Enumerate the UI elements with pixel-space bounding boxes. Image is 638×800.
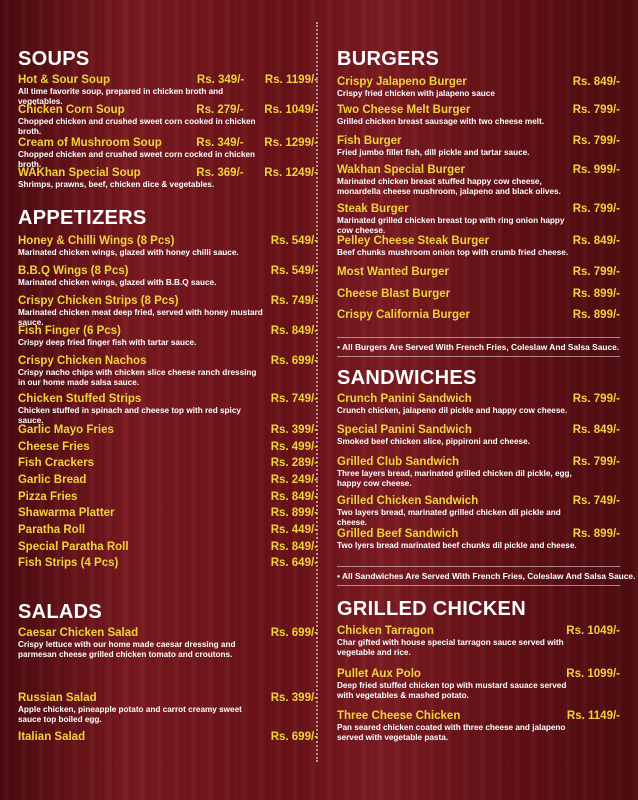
menu-item-name: Crispy California Burger xyxy=(337,309,470,321)
menu-item-name: Italian Salad xyxy=(18,731,86,743)
section-title-sandwiches: SANDWICHES xyxy=(337,367,477,389)
menu-item-prices xyxy=(271,524,318,536)
menu-item-prices xyxy=(573,456,620,468)
menu-item-name: Pizza Fries xyxy=(18,491,78,503)
menu-item-prices xyxy=(573,424,620,436)
menu-item-name: Honey & Chilli Wings (8 Pcs) xyxy=(18,235,175,247)
menu-item-prices xyxy=(271,355,318,367)
menu-item-price-large: Rs. 1249/- xyxy=(264,167,318,179)
menu-item-price: Rs. 849/- xyxy=(270,541,318,553)
menu-item-prices xyxy=(573,235,620,247)
menu-item-price: Rs. 799/- xyxy=(572,393,620,405)
menu-item-prices xyxy=(196,167,318,179)
menu-item xyxy=(337,288,620,300)
menu-item xyxy=(18,167,318,190)
menu-item-prices xyxy=(573,288,620,300)
menu-item-row xyxy=(337,266,620,278)
menu-item-row xyxy=(337,625,620,637)
menu-item-name: Garlic Bread xyxy=(18,474,87,486)
menu-item-prices xyxy=(271,491,318,503)
menu-item xyxy=(337,309,620,321)
menu-item-description: Crispy lettuce with our home made caesar dressing and parmesan cheese grilled chicken tomato and croutons. xyxy=(18,640,236,659)
menu-item xyxy=(337,104,620,127)
menu-item-name: Most Wanted Burger xyxy=(337,266,450,278)
menu-item xyxy=(337,135,620,158)
menu-item-row xyxy=(337,456,620,468)
menu-item-name: Steak Burger xyxy=(337,203,409,215)
menu-item-row xyxy=(337,203,620,215)
menu-item-name: Fish Burger xyxy=(337,135,402,147)
menu-item-row xyxy=(337,424,620,436)
sandwiches-note: • All Sandwiches Are Served With French Fries, Coleslaw And Salsa Sauce. xyxy=(337,566,620,586)
menu-item-prices xyxy=(566,625,620,637)
menu-item-row xyxy=(18,104,318,116)
menu-item-row xyxy=(18,457,318,469)
menu-item-name: B.B.Q Wings (8 Pcs) xyxy=(18,265,129,277)
menu-item-name: Grilled Club Sandwich xyxy=(337,456,460,468)
menu-item-name: Paratha Roll xyxy=(18,524,86,536)
menu-item-row xyxy=(337,528,620,540)
menu-item-price-small: Rs. 279/- xyxy=(196,104,244,116)
menu-item-price-large: Rs. 1299/- xyxy=(264,137,318,149)
menu-item-description: Crunch chicken, jalapeno dil pickle and happy cow cheese. xyxy=(337,406,568,415)
menu-item-prices xyxy=(271,507,318,519)
menu-item-price-small: Rs. 349/- xyxy=(196,137,244,149)
menu-item-description: Smoked beef chicken slice, pippironi and cheese. xyxy=(337,437,530,446)
menu-item-prices xyxy=(271,393,318,405)
menu-item-price: Rs. 899/- xyxy=(270,507,318,519)
menu-item-name: Pelley Cheese Steak Burger xyxy=(337,235,490,247)
menu-item-row xyxy=(18,295,318,307)
section-title-appetizers: APPETIZERS xyxy=(18,207,147,229)
menu-item-row xyxy=(337,135,620,147)
menu-item-name: Chicken Tarragon xyxy=(337,625,434,637)
menu-item-prices xyxy=(271,731,318,743)
menu-item-name: Crispy Chicken Nachos xyxy=(18,355,147,367)
menu-item xyxy=(18,424,318,436)
menu-item xyxy=(337,164,620,196)
menu-item-row xyxy=(18,491,318,503)
menu-item-price: Rs. 699/- xyxy=(270,355,318,367)
menu-item xyxy=(18,441,318,453)
menu-item-name: Pullet Aux Polo xyxy=(337,668,421,680)
menu-item-price: Rs. 799/- xyxy=(572,203,620,215)
menu-item-prices xyxy=(573,266,620,278)
menu-item-row xyxy=(337,104,620,116)
menu-item xyxy=(337,203,620,235)
menu-item-name: Grilled Beef Sandwich xyxy=(337,528,459,540)
menu-item-prices xyxy=(573,135,620,147)
menu-item-price: Rs. 549/- xyxy=(270,235,318,247)
menu-item-name: Grilled Chicken Sandwich xyxy=(337,495,479,507)
menu-item-description: All time favorite soup, prepared in chicken broth and vegetables. xyxy=(18,87,224,106)
menu-item-row xyxy=(18,167,318,179)
menu-item-price: Rs. 899/- xyxy=(572,309,620,321)
menu-item-price-large: Rs. 1199/- xyxy=(264,74,318,86)
burgers-note: • All Burgers Are Served With French Fries, Coleslaw And Salsa Sauce. xyxy=(337,337,620,357)
menu-item-description: Pan seared chicken coated with three cheese and jalapeno served with vegetable pasta. xyxy=(337,723,566,742)
menu-item-row xyxy=(18,541,318,553)
menu-item-price: Rs. 899/- xyxy=(572,528,620,540)
menu-item-price: Rs. 399/- xyxy=(270,424,318,436)
menu-item xyxy=(18,524,318,536)
menu-item-prices xyxy=(271,295,318,307)
menu-item xyxy=(18,491,318,503)
menu-item-description: Crispy nacho chips with chicken slice cheese ranch dressing in our home made salsa sauce. xyxy=(18,368,257,387)
menu-item xyxy=(18,474,318,486)
menu-item-description: Chopped chicken and crushed sweet corn cooked in chicken broth. xyxy=(18,117,256,136)
menu-item-description: Three layers bread, marinated grilled chicken dil pickle, egg, happy cow cheese. xyxy=(337,469,572,488)
menu-item-description: Shrimps, prawns, beef, chicken dice & vegetables. xyxy=(18,180,215,189)
menu-item-prices xyxy=(271,457,318,469)
menu-item-row xyxy=(18,524,318,536)
menu-item-prices xyxy=(271,557,318,569)
menu-item-row xyxy=(337,495,620,507)
menu-item-price: Rs. 499/- xyxy=(270,441,318,453)
menu-item-description: Deep fried stuffed chicken top with mustard sauace served with vegetables & mashed potato. xyxy=(337,681,567,700)
menu-item-price: Rs. 799/- xyxy=(572,456,620,468)
menu-item xyxy=(18,104,318,136)
menu-item xyxy=(337,235,620,258)
menu-item-price: Rs. 699/- xyxy=(270,627,318,639)
menu-item-prices xyxy=(271,692,318,704)
menu-item xyxy=(18,507,318,519)
menu-item-price: Rs. 289/- xyxy=(270,457,318,469)
menu-item-price: Rs. 849/- xyxy=(270,325,318,337)
menu-item-name: Chicken Stuffed Strips xyxy=(18,393,142,405)
menu-item-prices xyxy=(196,137,318,149)
menu-item-price: Rs. 849/- xyxy=(270,491,318,503)
menu-item-name: Three Cheese Chicken xyxy=(337,710,461,722)
menu-item-row xyxy=(18,393,318,405)
menu-item xyxy=(18,731,318,743)
menu-item-prices xyxy=(573,76,620,88)
menu-item-description: Marinated chicken meat deep fried, served with honey mustard sauce. xyxy=(18,308,263,327)
menu-item-prices xyxy=(271,424,318,436)
menu-item-name: Fish Crackers xyxy=(18,457,95,469)
menu-item-price: Rs. 399/- xyxy=(270,692,318,704)
menu-item-price-small: Rs. 369/- xyxy=(196,167,244,179)
menu-item-price: Rs. 1099/- xyxy=(566,668,620,680)
menu-item-row xyxy=(18,557,318,569)
menu-item-price-large: Rs. 1049/- xyxy=(264,104,318,116)
menu-item xyxy=(18,295,318,327)
section-title-grilled-chicken: GRILLED CHICKEN xyxy=(337,598,526,620)
menu-item-prices xyxy=(566,668,620,680)
menu-item-row xyxy=(18,74,318,86)
menu-item xyxy=(337,495,620,527)
menu-item-name: Fish Strips (4 Pcs) xyxy=(18,557,119,569)
menu-item-price: Rs. 1149/- xyxy=(566,710,620,722)
menu-item-description: Crispy fried chicken with jalapeno sauce xyxy=(337,89,495,98)
menu-item-prices xyxy=(197,74,318,86)
menu-item-prices xyxy=(567,710,620,722)
menu-item-description: Marinated chicken wings, glazed with honey chilli sauce. xyxy=(18,248,239,257)
menu-item xyxy=(18,355,318,387)
menu-item-row xyxy=(18,265,318,277)
menu-item-name: Hot & Sour Soup xyxy=(18,74,110,86)
menu-item-price: Rs. 849/- xyxy=(572,235,620,247)
menu-item-name: Cheese Fries xyxy=(18,441,90,453)
menu-item-row xyxy=(18,235,318,247)
menu-item xyxy=(337,710,620,742)
menu-item-row xyxy=(18,731,318,743)
menu-item-price: Rs. 699/- xyxy=(270,731,318,743)
menu-item-prices xyxy=(271,541,318,553)
menu-item-prices xyxy=(573,309,620,321)
menu-item-price: Rs. 549/- xyxy=(270,265,318,277)
menu-item-prices xyxy=(573,495,620,507)
menu-item-description: Chopped chicken and crushed sweet corn cocked in chicken broth. xyxy=(18,150,256,169)
menu-item-name: Special Paratha Roll xyxy=(18,541,129,553)
menu-item-row xyxy=(18,355,318,367)
menu-item-name: Chicken Corn Soup xyxy=(18,104,125,116)
menu-item-description: Grilled chicken breast sausage with two cheese melt. xyxy=(337,117,545,126)
menu-item-row xyxy=(337,288,620,300)
menu-item-prices xyxy=(573,393,620,405)
menu-item xyxy=(18,265,318,288)
menu-item xyxy=(337,668,620,700)
menu-item-price: Rs. 749/- xyxy=(572,495,620,507)
menu-item-description: Marinated grilled chicken breast top with ring onion happy cow cheese. xyxy=(337,216,565,235)
menu-item-row xyxy=(18,474,318,486)
menu-item xyxy=(337,393,620,416)
menu-item-description: Crispy deep fried finger fish with tartar sauce. xyxy=(18,338,197,347)
menu-item-row xyxy=(337,76,620,88)
menu-item xyxy=(337,625,620,657)
menu-item-price: Rs. 999/- xyxy=(572,164,620,176)
menu-item-description: Char gifted with house special tarragon sauce served with vegetable and rice. xyxy=(337,638,564,657)
menu-item-row xyxy=(18,325,318,337)
section-title-soups: SOUPS xyxy=(18,48,90,70)
menu-item-name: WAKhan Special Soup xyxy=(18,167,141,179)
menu-item xyxy=(18,541,318,553)
menu-item-price-small: Rs. 349/- xyxy=(196,74,245,86)
menu-item-name: Special Panini Sandwich xyxy=(337,424,472,436)
menu-item-price: Rs. 749/- xyxy=(270,295,318,307)
menu-item-row xyxy=(337,235,620,247)
menu-item-name: Caesar Chicken Salad xyxy=(18,627,139,639)
menu-item-name: Crispy Chicken Strips (8 Pcs) xyxy=(18,295,179,307)
menu-item-prices xyxy=(573,104,620,116)
menu-item-price: Rs. 899/- xyxy=(572,288,620,300)
menu-item xyxy=(18,457,318,469)
menu-item-prices xyxy=(573,203,620,215)
menu-item-name: Shawarma Platter xyxy=(18,507,115,519)
menu-item-price: Rs. 749/- xyxy=(270,393,318,405)
menu-item-description: Chicken stuffed in spinach and cheese top with red spicy sauce. xyxy=(18,406,241,425)
menu-item xyxy=(337,528,620,551)
menu-item-prices xyxy=(271,441,318,453)
menu-item-name: Fish Finger (6 Pcs) xyxy=(18,325,121,337)
menu-item-row xyxy=(18,507,318,519)
menu-item-price: Rs. 1049/- xyxy=(566,625,620,637)
menu-item-description: Fried jumbo fillet fish, dill pickle and tartar sauce. xyxy=(337,148,530,157)
menu-item xyxy=(337,456,620,488)
menu-item xyxy=(18,557,318,569)
menu-item xyxy=(337,424,620,447)
section-title-salads: SALADS xyxy=(18,601,103,623)
menu-item-description: Two layers bread, marinated grilled chicken dil pickle and cheese. xyxy=(337,508,561,527)
menu-item-description: Two lyers bread marinated beef chunks dil pickle and cheese. xyxy=(337,541,577,550)
menu-item-name: Cream of Mushroom Soup xyxy=(18,137,162,149)
menu-item xyxy=(18,235,318,258)
section-title-burgers: BURGERS xyxy=(337,48,440,70)
menu-item-name: Two Cheese Melt Burger xyxy=(337,104,471,116)
menu-item xyxy=(337,266,620,278)
menu-item-description: Marinated chicken wings, glazed with B.B.Q sauce. xyxy=(18,278,217,287)
menu-item-name: Crunch Panini Sandwich xyxy=(337,393,472,405)
menu-item-name: Wakhan Special Burger xyxy=(337,164,466,176)
menu-item-prices xyxy=(271,474,318,486)
menu-item-prices xyxy=(196,104,318,116)
menu-item-price: Rs. 649/- xyxy=(270,557,318,569)
menu-item xyxy=(18,393,318,425)
menu-item-name: Russian Salad xyxy=(18,692,97,704)
menu-item xyxy=(18,627,318,659)
menu-item-prices xyxy=(573,164,620,176)
menu-item-price: Rs. 449/- xyxy=(270,524,318,536)
menu-item-prices xyxy=(271,627,318,639)
menu-item-price: Rs. 849/- xyxy=(572,424,620,436)
menu-item xyxy=(18,692,318,724)
menu-item-description: Marinated chicken breast stuffed happy cow cheese, monardella cheese mushroom, jalapeno and black olives. xyxy=(337,177,561,196)
menu-item xyxy=(18,74,318,106)
menu-item-prices xyxy=(271,235,318,247)
menu-item-row xyxy=(337,309,620,321)
menu-item xyxy=(337,76,620,99)
menu-item-row xyxy=(18,627,318,639)
menu-item-description: Beef chunks mushroom onion top with crumb fried cheese. xyxy=(337,248,569,257)
menu-item-price: Rs. 799/- xyxy=(572,104,620,116)
menu-item-name: Crispy Jalapeno Burger xyxy=(337,76,467,88)
menu-item-row xyxy=(337,710,620,722)
menu-item-price: Rs. 799/- xyxy=(572,135,620,147)
menu-item-row xyxy=(337,164,620,176)
menu-item-row xyxy=(337,668,620,680)
menu-item-prices xyxy=(573,528,620,540)
menu-item-name: Garlic Mayo Fries xyxy=(18,424,114,436)
menu-item-row xyxy=(18,137,318,149)
menu-item-price: Rs. 799/- xyxy=(572,266,620,278)
menu-item-row xyxy=(18,692,318,704)
menu-item-row xyxy=(18,441,318,453)
menu-item-row xyxy=(337,393,620,405)
menu-item-prices xyxy=(271,265,318,277)
menu-item xyxy=(18,137,318,169)
menu-item-description: Apple chicken, pineapple potato and carrot creamy sweet sauce top boiled egg. xyxy=(18,705,242,724)
menu-item-price: Rs. 249/- xyxy=(270,474,318,486)
menu-item-name: Cheese Blast Burger xyxy=(337,288,451,300)
menu-item-prices xyxy=(271,325,318,337)
menu-item-price: Rs. 849/- xyxy=(572,76,620,88)
menu-item xyxy=(18,325,318,348)
menu-item-row xyxy=(18,424,318,436)
